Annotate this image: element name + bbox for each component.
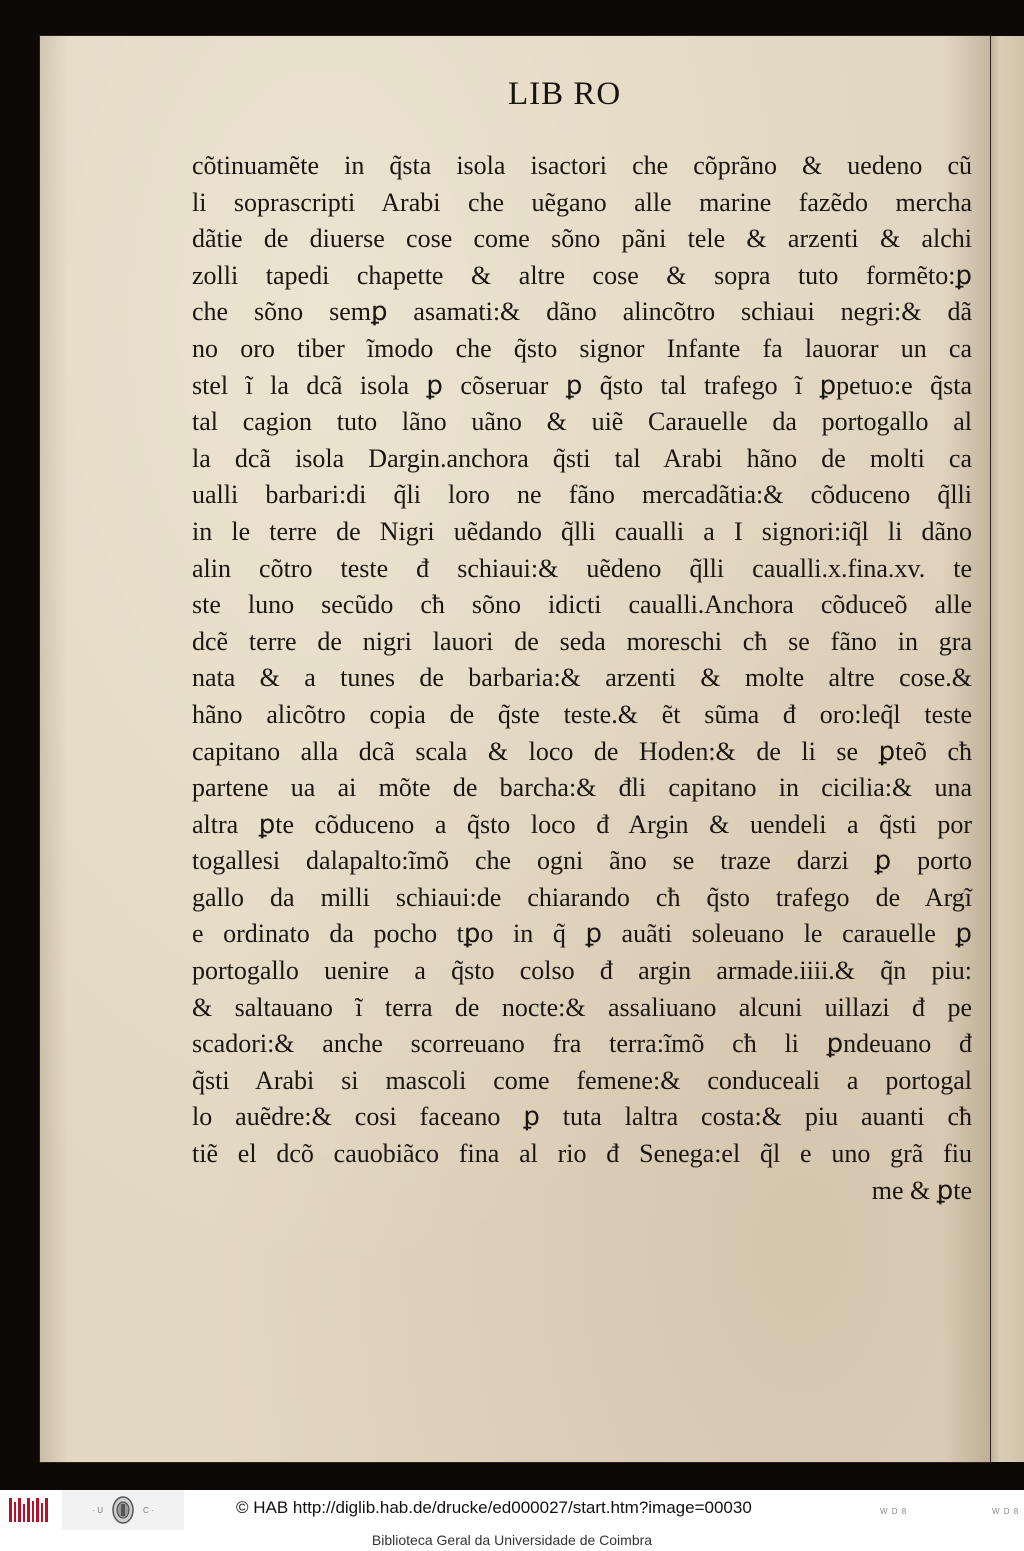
- text-line: altra ꝑte cõduceno a q̃sto loco đ Argin & uendeli a q̃sti por: [192, 809, 972, 839]
- text-line: scadori:& anche scorreuano fra terra:ĩmõ cħ li ꝑndeuano đ: [192, 1029, 972, 1059]
- text-line: gallo da milli schiaui:de chiarando cħ q̃sto trafego de Argĩ: [192, 882, 972, 912]
- credit-bar: [0, 1530, 1024, 1551]
- body-text: [192, 148, 972, 1209]
- seal-icon: [111, 1495, 135, 1525]
- text-line: lo auẽdre:& cosi faceano ꝑ tuta laltra costa:& piu auanti cħ: [192, 1102, 972, 1132]
- thumb-right-mark: C ·: [143, 1505, 154, 1515]
- text-line: & saltauano ĩ terra de nocte:& assaliuano alcuni uillazi đ pe: [192, 992, 972, 1022]
- text-line: li soprascripti Arabi che uẽgano alle marine fazẽdo mercha: [192, 187, 972, 217]
- permalink-link[interactable]: © HAB http://diglib.hab.de/drucke/ed000027/start.htm?image=00030: [236, 1498, 752, 1517]
- text-line: la dcã isola Dargin.anchora q̃sti tal Arabi hãno de molti ca: [192, 443, 972, 473]
- nav-mark-previous[interactable]: W D 8: [880, 1507, 908, 1516]
- text-line: alin cõtro teste đ schiaui:& uẽdeno q̃lli caualli.x.fina.xv. te: [192, 553, 972, 583]
- text-line: me & ꝑte: [871, 1175, 972, 1205]
- facing-page-edge: [988, 36, 1024, 1462]
- text-line: tiẽ el dcõ cauobiãco fina al rio đ Senega:el q̃l e uno grã fiu: [192, 1139, 972, 1169]
- text-line: dãtie de diuerse cose come sõno pãni tele & arzenti & alchi: [192, 224, 972, 254]
- text-line: cõtinuamẽte in q̃sta isola isactori che cõprãno & uedeno cũ: [192, 151, 972, 180]
- text-line: in le terre de Nigri uẽdando q̃lli caualli a I signori:iq̃l li dãno: [192, 516, 972, 546]
- text-line: e ordinato da pocho tꝑo in q̃ ꝑ auãti soleuano le carauelle ꝑ: [192, 919, 972, 949]
- text-line: togallesi dalapalto:ĩmõ che ogni ãno se traze darzi ꝑ porto: [192, 846, 972, 876]
- text-line: dcẽ terre de nigri lauori de seda moreschi cħ se fãno in gra: [192, 626, 972, 656]
- hab-logo[interactable]: [0, 1490, 58, 1530]
- thumb-left-mark: · U: [92, 1505, 103, 1515]
- text-line: ste luno secũdo cħ sõno idicti caualli.Anchora cõduceõ alle: [192, 590, 972, 620]
- text-line: hãno alicõtro copia de q̃ste teste.& ẽt sũma đ oro:leq̃l teste: [192, 699, 972, 729]
- text-line: zolli tapedi chapette & altre cose & sopra tuto formẽto:ꝑ: [192, 260, 972, 290]
- text-line: q̃sti Arabi si mascoli come femene:& conduceali a portogal: [192, 1065, 972, 1095]
- library-credit: Biblioteca Geral da Universidade de Coimbra: [371, 1532, 653, 1548]
- text-line: no oro tiber ĩmodo che q̃sto signor Infante fa lauorar un ca: [192, 333, 972, 363]
- book-page: [40, 36, 990, 1462]
- text-line: portogallo uenire a q̃sto colso đ argin armade.iiii.& q̃n piu:: [192, 956, 972, 986]
- text-line: partene ua ai mõte de barcha:& đli capitano in cicilia:& una: [192, 773, 972, 803]
- running-head: LIB RO: [508, 76, 622, 112]
- text-line: nata & a tunes de barbaria:& arzenti & molte altre cose.&: [192, 663, 972, 693]
- text-line: che sõno semꝑ asamati:& dãno alincõtro schiaui negri:& dã: [192, 297, 972, 327]
- barcode-logo-icon: [7, 1496, 51, 1524]
- text-line: capitano alla dcã scala & loco de Hoden:& de li se ꝑteõ cħ: [192, 736, 972, 766]
- text-line: tal cagion tuto lãno uãno & uiẽ Carauelle da portogallo al: [192, 407, 972, 437]
- page-thumbnail-strip[interactable]: [62, 1490, 184, 1530]
- nav-mark-next[interactable]: W D 8: [992, 1507, 1020, 1516]
- text-line: ualli barbari:di q̃li loro ne fãno mercadãtia:& cõduceno q̃lli: [192, 480, 972, 510]
- text-line: stel ĩ la dcã isola ꝑ cõseruar ꝑ q̃sto tal trafego ĩ ꝑpetuo:e q̃sta: [192, 370, 972, 400]
